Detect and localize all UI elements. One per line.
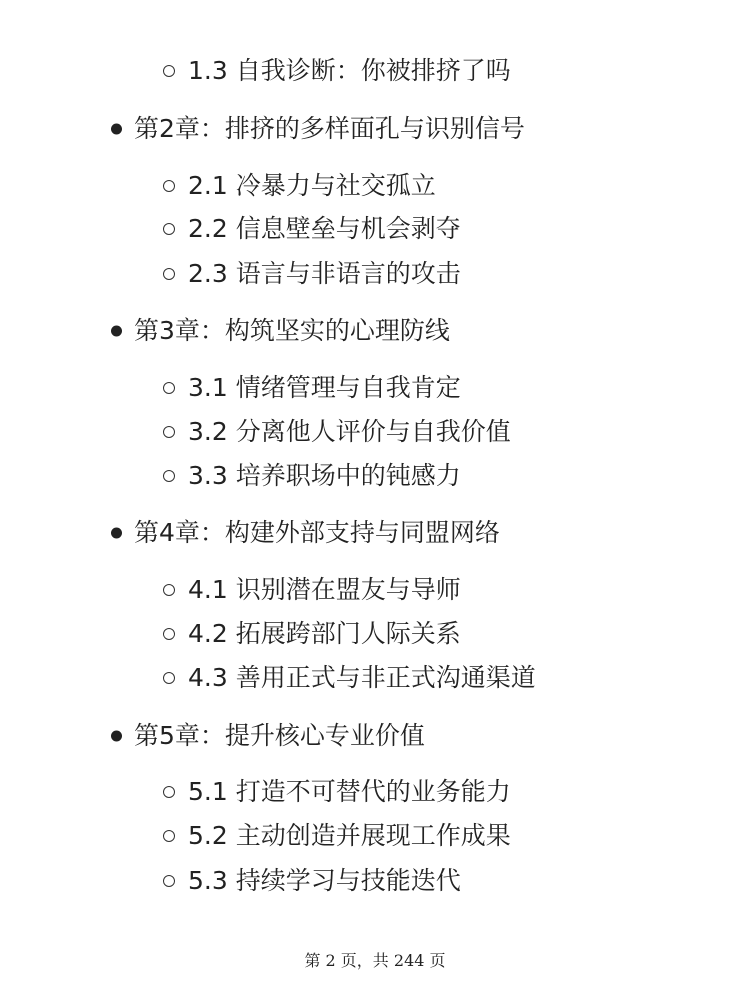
toc-item-text: 3.1 情绪管理与自我肯定 — [188, 373, 461, 402]
hollow-bullet-icon — [163, 830, 175, 842]
toc-item-text: 2.3 语言与非语言的攻击 — [188, 259, 461, 288]
filled-bullet-icon — [111, 124, 122, 135]
hollow-bullet-icon — [163, 426, 175, 438]
filled-bullet-icon — [111, 731, 122, 742]
hollow-bullet-icon — [163, 268, 175, 280]
hollow-bullet-icon — [163, 875, 175, 887]
toc-item-text: 第2章：排挤的多样面孔与识别信号 — [134, 114, 525, 143]
hollow-bullet-icon — [163, 672, 175, 684]
toc-item-text: 第5章：提升核心专业价值 — [134, 721, 425, 750]
toc-item-text: 5.2 主动创造并展现工作成果 — [188, 821, 511, 850]
filled-bullet-icon — [111, 528, 122, 539]
toc-item-text: 第4章：构建外部支持与同盟网络 — [134, 518, 500, 547]
toc-item-text: 第3章：构筑坚实的心理防线 — [134, 316, 450, 345]
hollow-bullet-icon — [163, 584, 175, 596]
toc-item-text: 3.3 培养职场中的钝感力 — [188, 461, 461, 490]
hollow-bullet-icon — [163, 628, 175, 640]
toc-item-text: 2.1 冷暴力与社交孤立 — [188, 171, 436, 200]
filled-bullet-icon — [111, 326, 122, 337]
hollow-bullet-icon — [163, 382, 175, 394]
toc-item-text: 1.3 自我诊断：你被排挤了吗 — [188, 56, 511, 85]
toc-item-text: 4.1 识别潜在盟友与导师 — [188, 575, 461, 604]
toc-item-text: 5.3 持续学习与技能迭代 — [188, 866, 461, 895]
hollow-bullet-icon — [163, 223, 175, 235]
hollow-bullet-icon — [163, 65, 175, 77]
hollow-bullet-icon — [163, 180, 175, 192]
toc-item-text: 4.2 拓展跨部门人际关系 — [188, 619, 461, 648]
hollow-bullet-icon — [163, 786, 175, 798]
page-number-footer: 第 2 页，共 244 页 — [304, 951, 446, 970]
hollow-bullet-icon — [163, 470, 175, 482]
toc-item-text: 5.1 打造不可替代的业务能力 — [188, 777, 511, 806]
toc-item-text: 2.2 信息壁垒与机会剥夺 — [188, 214, 461, 243]
toc-item-text: 4.3 善用正式与非正式沟通渠道 — [188, 663, 536, 692]
toc-item-text: 3.2 分离他人评价与自我价值 — [188, 417, 511, 446]
